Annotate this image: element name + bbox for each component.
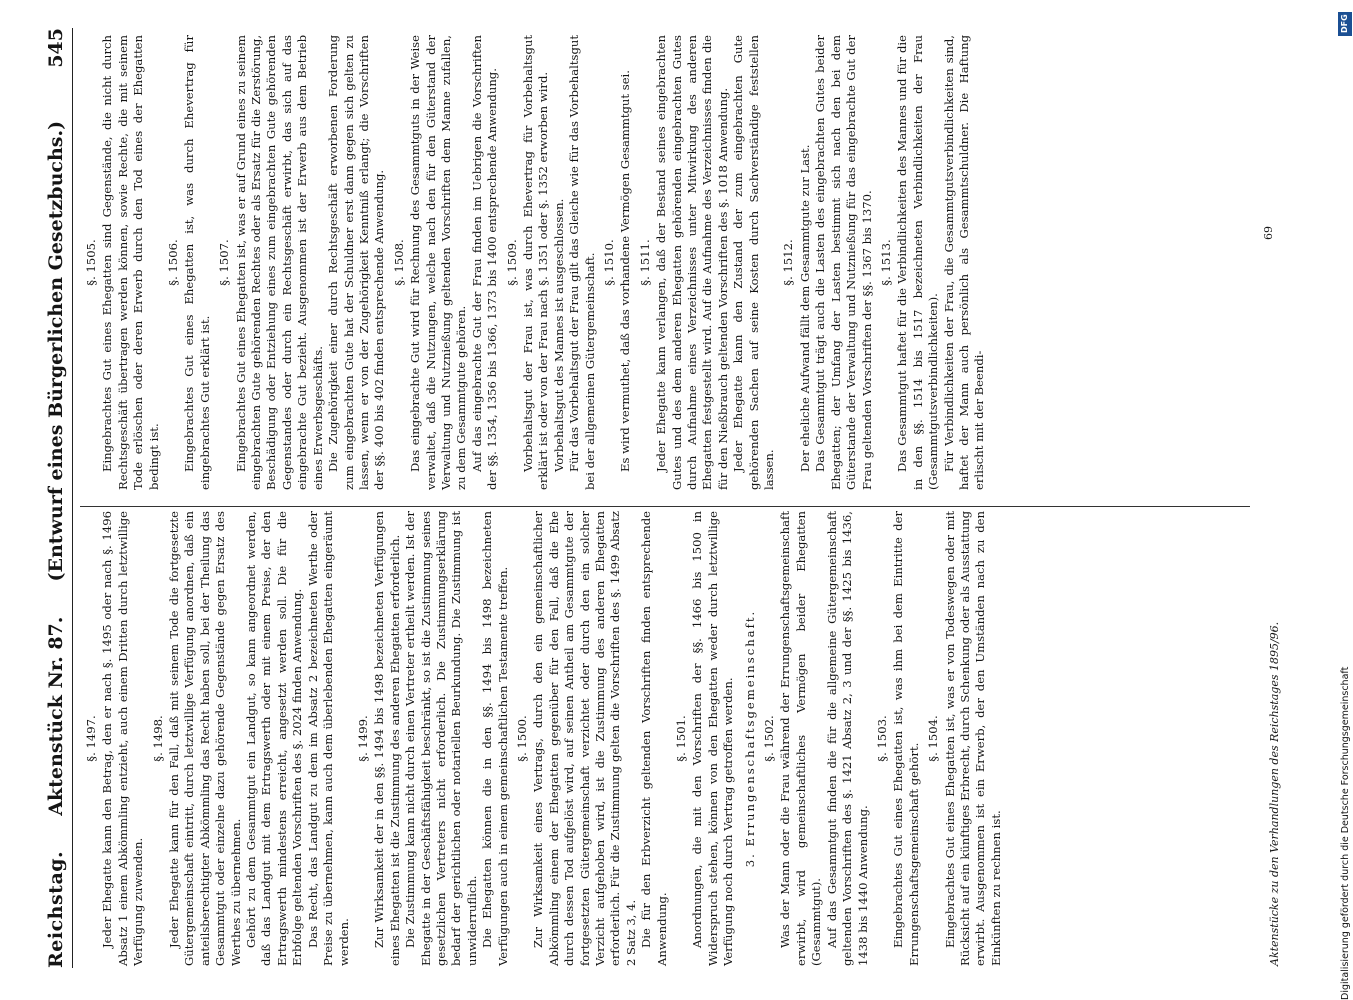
paragraph: Die Zugehörigkeit einer durch Rechtsgeschäft erworbenen Forderung zum eingebrachten Gute hat der Schuldner erst dann gegen sich gelten zu lassen, wenn er von der Zugehörigkeit Kenntniß erlangt; die Vorschriften der §§. 400 bis 402 finden entsprechende Anwendung.	[326, 35, 387, 490]
section-number: §. 1504.	[926, 715, 941, 762]
paragraph: Jeder Ehegatte kann den Zustand der zum eingebrachten Gute gehörenden Sachen auf seine Kosten durch Sachverständige feststellen lassen.	[731, 35, 777, 490]
paragraph: Der eheliche Aufwand fällt dem Gesammtgute zur Last.	[797, 144, 812, 472]
section-title: 3. Errungenschaftsgemeinschaft.	[742, 609, 757, 868]
section-number: §. 1501.	[674, 715, 689, 762]
footer-page-number: 69	[1262, 226, 1275, 240]
section-number: §. 1509.	[504, 239, 519, 286]
paragraph: Jeder Ehegatte kann den Betrag, den er nach §. 1495 oder nach §. 1496 Absatz 1 einem Abkömmling entzieht, auch einem Dritten durch letztwillige Verfügung zuwenden.	[100, 511, 146, 966]
paragraph: Das Gesammtgut haftet für die Verbindlichkeiten des Mannes und für die in den §§. 1514 bis 1517 bezeichneten Verbindlichkeiten der Frau (Gesammtgutsverbindlichkeiten).	[895, 35, 941, 490]
paragraph: Gehört zu dem Gesammtgut ein Landgut, so kann angeordnet werden, daß das Landgut mit dem Ertragswerth oder mit einem Preise, der den Ertragswerth mindestens erreicht, angesetzt werden soll. Die für die Erbfolge geltenden Vorschriften des §. 2024 finden Anwendung.	[244, 511, 305, 966]
header-page-number: 545	[45, 28, 67, 68]
section-number: §. 1513.	[878, 239, 893, 286]
section-number: §. 1503.	[874, 715, 889, 762]
paragraph: Vorbehaltsgut der Frau ist, was durch Ehevertrag für Vorbehaltsgut erklärt ist oder von der Frau nach §. 1351 oder §. 1352 erworben wird.	[520, 35, 551, 490]
paragraph: Für das Vorbehaltsgut der Frau gilt das Gleiche wie für das Vorbehaltsgut bei der allgemeinen Gütergemeinschaft.	[567, 35, 597, 490]
section-number: §. 1499.	[355, 715, 370, 762]
section-number: §. 1502.	[762, 715, 777, 762]
paragraph: Jeder Ehegatte kann für den Fall, daß mit seinem Tode die fortgesetzte Gütergemeinschaft eintritt, durch letztwillige Verfügung anordnen, daß ein anteilsberechtigter Abkömmling das Recht haben soll, bei der Theilung das Gesammtgut oder einzelne dazu gehörende Gegenstände gegen Ersatz des Werthes zu übernehmen.	[167, 511, 243, 966]
section-number: §. 1497.	[84, 715, 98, 762]
right-column	[80, 35, 988, 490]
page-header	[38, 28, 73, 968]
paragraph: Eingebrachtes Gut eines Ehegatten ist, was er auf Grund eines zu seinem eingebrachten Gute gehörenden Rechtes oder als Ersatz für die Zerstörung, Beschädigung oder Entziehung eines zum eingebrachten Gute gehörenden Gegenstandes oder durch ein Rechtsgeschäft erwirbt, das sich auf das eingebrachte Gut bezieht. Ausgenommen ist der Erwerb aus dem Betrieb eines Erwerbsgeschäfts.	[233, 35, 325, 490]
paragraph: Eingebrachtes Gut eines Ehegatten ist, was er von Todeswegen oder mit Rücksicht auf ein künftiges Erbrecht, durch Schenkung oder als Ausstattung erwirbt. Ausgenommen ist ein Erwerb, der den Umständen nach zu den Einkünften zu rechnen ist.	[942, 511, 1003, 966]
paragraph: Was der Mann oder die Frau während der Errungenschaftsgemeinschaft erwirbt, wird gemeinschaftliches Vermögen beider Ehegatten (Gesammtgut).	[778, 511, 824, 966]
section-number: §. 1512.	[781, 239, 796, 286]
paragraph: Zur Wirksamkeit eines Vertrags, durch den ein gemeinschaftlicher Abkömmling einem der Ehegatten gegenüber für den Fall, daß die Ehe durch dessen Tod aufgelöst wird, auf seinen Antheil am Gesammtgute der fortgesetzten Gütergemeinschaft verzichtet oder durch den ein solcher Verzicht aufgehoben wird, ist die Zustimmung des anderen Ehegatten erforderlich. Für die Zustimmung gelten die Vorschriften des §. 1499 Absatz 2 Satz 3, 4.	[531, 511, 638, 966]
section-number: §. 1510.	[602, 239, 616, 286]
left-column	[80, 511, 1004, 966]
paragraph: Eingebrachtes Gut eines Ehegatten sind Gegenstände, die nicht durch Rechtsgeschäft übertragen werden können, sowie Rechte, die mit seinem Tode erlöschen oder deren Erwerb durch den Tod eines der Ehegatten bedingt ist.	[100, 35, 161, 490]
section-number: §. 1508.	[391, 239, 406, 286]
section-number: §. 1498.	[150, 715, 165, 762]
dfg-logo: DFG	[1338, 12, 1352, 36]
paragraph: Die Zustimmung kann nicht durch einen Vertreter ertheilt werden. Ist der Ehegatte in der Geschäftsfähigkeit beschränkt, so ist die Zustimmung seines gesetzlichen Vertreters nicht erforderlich. Die Zustimmungserklärung bedarf der gerichtlichen oder notariellen Beurkundung. Die Zustimmung ist unwiderruflich.	[403, 511, 479, 966]
header-right-title: (Entwurf eines Bürgerlichen Gesetzbuchs.)	[45, 120, 67, 582]
paragraph: Auf das eingebrachte Gut der Frau finden im Uebrigen die Vorschriften der §§. 1354, 1356 bis 1366, 1373 bis 1400 entsprechende Anwendung.	[469, 35, 500, 490]
header-right	[45, 28, 72, 582]
section-number: §. 1507.	[217, 239, 232, 286]
paragraph: Zur Wirksamkeit der in den §§. 1494 bis 1498 bezeichneten Verfügungen eines Ehegatten ist die Zustimmung des anderen Ehegatten erforderlich.	[372, 511, 402, 966]
paragraph: Das Gesammtgut trägt auch die Lasten des eingebrachten Gutes beider Ehegatten; der Umfang der Lasten bestimmt sich nach den bei dem Güterstande der Verwaltung und Nutznießung für das eingebrachte Gut der Frau geltenden Vorschriften der §§. 1367 bis 1370.	[813, 35, 874, 490]
paragraph: Das Recht, das Landgut zu dem im Absatz 2 bezeichneten Werthe oder Preise zu übernehmen, kann auch dem überlebenden Ehegatten eingeräumt werden.	[305, 511, 351, 966]
column-divider	[80, 506, 1250, 507]
paragraph: Vorbehaltsgut des Mannes ist ausgeschlossen.	[551, 198, 566, 472]
section-number: §. 1506.	[166, 239, 181, 286]
paragraph: Anordnungen, die mit den Vorschriften der §§. 1466 bis 1500 in Widerspruch stehen, können von den Ehegatten weder durch letztwillige Verfügung noch durch Vertrag getroffen werden.	[690, 511, 736, 966]
header-left: Reichstag.	[45, 850, 67, 968]
paragraph: Für Verbindlichkeiten der Frau, die Gesammtgutsverbindlichkeiten sind, haftet der Mann auch persönlich als Gesammtschuldner. Die Haftung erlischt mit der Beendi-	[941, 35, 987, 490]
section-number: §. 1511.	[637, 239, 652, 286]
paragraph: Jeder Ehegatte kann verlangen, daß der Bestand seines eingebrachten Gutes und des dem anderen Ehegatten gehörenden eingebrachten Gutes durch Aufnahme eines Verzeichnisses unter Mitwirkung des anderen Ehegatten festgestellt wird. Auf die Aufnahme des Verzeichnisses finden die für den Nießbrauch geltenden Vorschriften des §. 1018 Anwendung.	[654, 35, 730, 490]
credit-text: Digitalisierung gefördert durch die Deutsche Forschungsgemeinschaft	[1340, 666, 1351, 1000]
paragraph: Die Ehegatten können die in den §§. 1494 bis 1498 bezeichneten Verfügungen auch in einem gemeinschaftlichen Testamente treffen.	[480, 511, 510, 966]
paragraph: Die für den Erbverzicht geltenden Vorschriften finden entsprechende Anwendung.	[639, 511, 669, 966]
digitization-credit	[1340, 0, 1353, 1000]
section-number: §. 1505.	[84, 239, 98, 286]
paragraph: Eingebrachtes Gut eines Ehegatten ist, was ihm bei dem Eintritte der Errungenschaftsgemeinschaft gehört.	[891, 511, 921, 966]
paragraph: Es wird vermuthet, daß das vorhandene Vermögen Gesammtgut sei.	[618, 70, 633, 472]
paragraph: Das eingebrachte Gut wird für Rechnung des Gesammtguts in der Weise verwaltet, daß die Nutzungen, welche nach den für den Güterstand der Verwaltung und Nutznießung geltenden Vorschriften dem Manne zufallen, zu dem Gesammtgute gehören.	[408, 35, 469, 490]
footer-note: Aktenstücke zu den Verhandlungen des Reichstages 1895/96.	[1268, 621, 1281, 966]
section-number: §. 1500.	[514, 715, 529, 762]
header-middle: Aktenstück Nr. 87.	[45, 616, 67, 816]
paragraph: Auf das Gesammtgut finden die für die allgemeine Gütergemeinschaft geltenden Vorschriften des §. 1421 Absatz 2, 3 und der §§. 1425 bis 1436, 1438 bis 1440 Anwendung.	[824, 511, 870, 966]
paragraph: Eingebrachtes Gut eines Ehegatten ist, was durch Ehevertrag für eingebrachtes Gut erklärt ist.	[182, 35, 212, 490]
